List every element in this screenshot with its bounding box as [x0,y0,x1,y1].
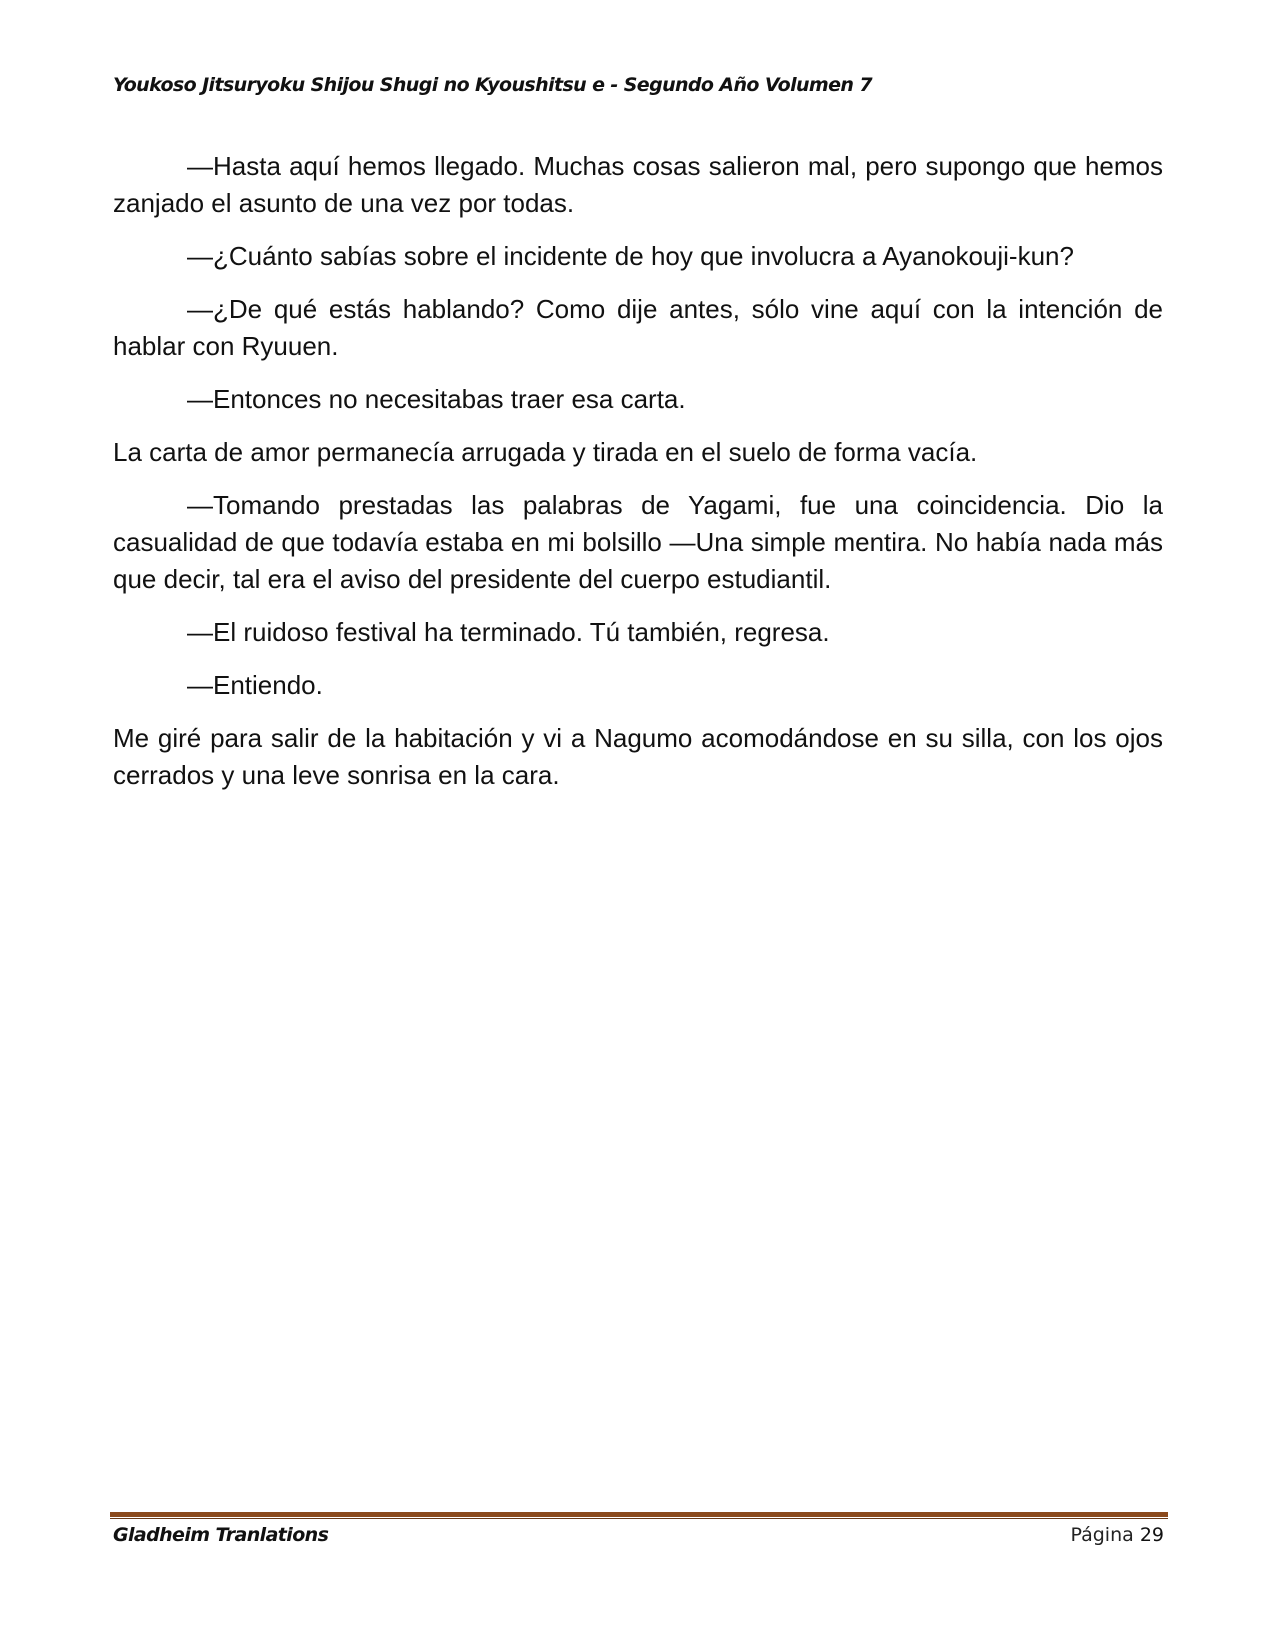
body-text [113,148,1163,810]
paragraph-narration: Me giré para salir de la habitación y vi a Nagumo acomodándose en su silla, con los ojos cerrados y una leve sonrisa en la cara. [113,723,1163,790]
paragraph-dialogue: —Tomando prestadas las palabras de Yagami, fue una coincidencia. Dio la casualidad de que todavía estaba en mi bolsillo —Una simple mentira. No había nada más que decir, tal era el aviso del presidente del cuerpo estudiantil. [113,490,1163,594]
paragraph-narration: La carta de amor permanecía arrugada y tirada en el suelo de forma vacía. [113,437,978,467]
running-header: Youkoso Jitsuryoku Shijou Shugi no Kyoushitsu e - Segundo Año Volumen 7 [113,74,872,96]
paragraph-dialogue: —¿De qué estás hablando? Como dije antes, sólo vine aquí con la intención de hablar con Ryuuen. [113,294,1163,361]
paragraph-dialogue: —Entonces no necesitabas traer esa carta. [187,384,686,414]
footer-divider-thin [110,1518,1168,1519]
footer-credit: Gladheim Tranlations [113,1524,329,1546]
paragraph-dialogue: —El ruidoso festival ha terminado. Tú también, regresa. [187,617,830,647]
paragraph-dialogue: —¿Cuánto sabías sobre el incidente de hoy que involucra a Ayanokouji-kun? [187,241,1074,271]
footer-divider-thick [110,1512,1168,1517]
page-number: 29 [1139,1524,1164,1546]
page-label: Página [1070,1524,1134,1546]
paragraph-dialogue: —Entiendo. [187,670,323,700]
footer-divider [110,1512,1168,1520]
page-number-label [1070,1524,1164,1546]
paragraph-dialogue: —Hasta aquí hemos llegado. Muchas cosas salieron mal, pero supongo que hemos zanjado el asunto de una vez por todas. [113,151,1163,218]
